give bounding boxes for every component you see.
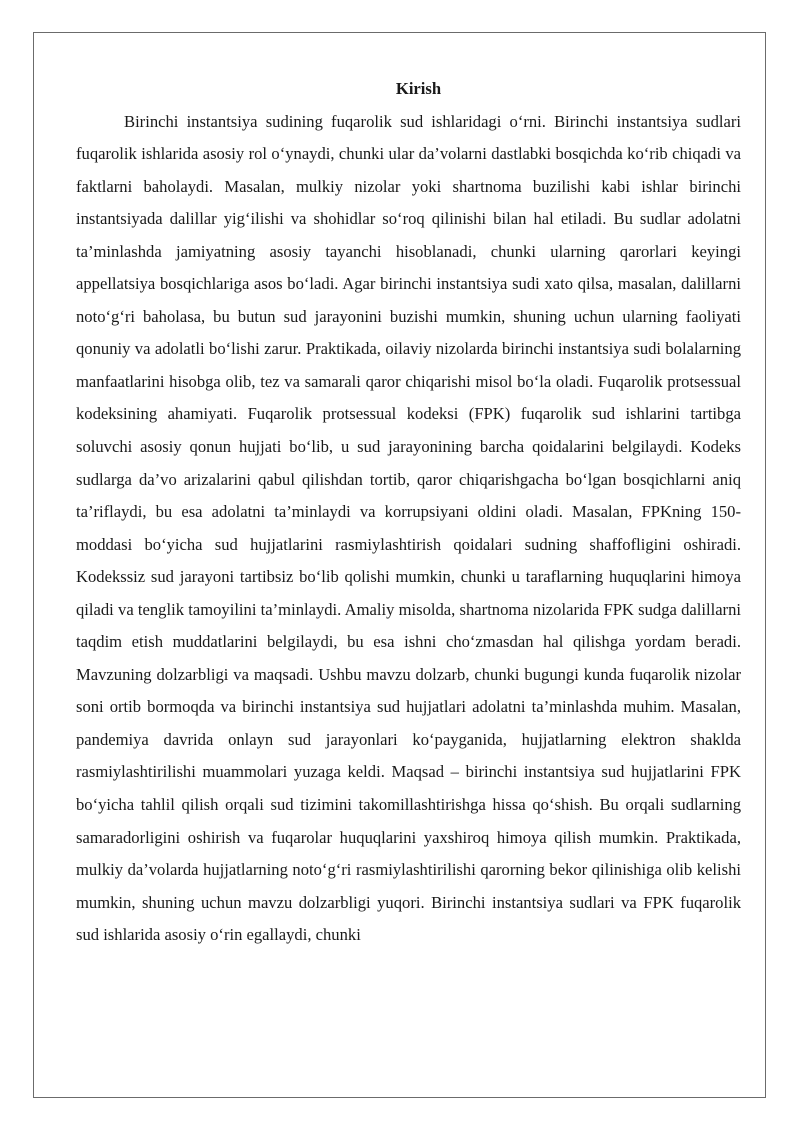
document-content: [76, 73, 741, 952]
body-paragraph: Birinchi instantsiya sudining fuqarolik sud ishlaridagi o‘rni. Birinchi instantsiya sudlari fuqarolik ishlarida asosiy rol o‘ynaydi, chunki ular da’volarni dastlabki bosqichda ko‘rib chiqadi va faktlarni baholaydi. Masalan, mulkiy nizolar yoki shartnoma buzilishi kabi ishlar birinchi instantsiyada dalillar yig‘ilishi va shohidlar so‘roq qilinishi bilan hal etiladi. Bu sudlar adolatni ta’minlashda jamiyatning asosiy tayanchi hisoblanadi, chunki ularning qarorlari keyingi appellatsiya bosqichlariga asos bo‘ladi. Agar birinchi instantsiya sudi xato qilsa, masalan, dalillarni noto‘g‘ri baholasa, bu butun sud jarayonini buzishi mumkin, shuning uchun ularning faoliyati qonuniy va adolatli bo‘lishi zarur. Praktikada, oilaviy nizolarda birinchi instantsiya sudi bolalarning manfaatlarini hisobga olib, tez va samarali qaror chiqarishi misol bo‘la oladi. Fuqarolik protsessual kodeksining ahamiyati. Fuqarolik protsessual kodeksi (FPK) fuqarolik sud ishlarini tartibga soluvchi asosiy qonun hujjati bo‘lib, u sud jarayonining barcha qoidalarini belgilaydi. Kodeks sudlarga da’vo arizalarini qabul qilishdan tortib, qaror chiqarishgacha bo‘lgan bosqichlarni aniq ta’riflaydi, bu esa adolatni ta’minlaydi va korrupsiyani oldini oladi. Masalan, FPKning 150-moddasi bo‘yicha sud hujjatlarini rasmiylashtirish qoidalari sudning shaffofligini oshiradi. Kodekssiz sud jarayoni tartibsiz bo‘lib qolishi mumkin, chunki u taraflarning huquqlarini himoya qiladi va tenglik tamoyilini ta’minlaydi. Amaliy misolda, shartnoma nizolarida FPK sudga dalillarni taqdim etish muddatlarini belgilaydi, bu esa ishni cho‘zmasdan hal qilishga yordam beradi. Mavzuning dolzarbligi va maqsadi. Ushbu mavzu dolzarb, chunki bugungi kunda fuqarolik nizolar soni ortib bormoqda va birinchi instantsiya sud hujjatlari adolatni ta’minlashda muhim. Masalan, pandemiya davrida onlayn sud jarayonlari ko‘payganida, hujjatlarning elektron shaklda rasmiylashtirilishi muammolari yuzaga keldi. Maqsad – birinchi instantsiya sud hujjatlarini FPK bo‘yicha tahlil qilish orqali sud tizimini takomillashtirishga hissa qo‘shish. Bu orqali sudlarning samaradorligini oshirish va fuqarolar huquqlarini yaxshiroq himoya qilish mumkin. Praktikada, mulkiy da’volarda hujjatlarning noto‘g‘ri rasmiylashtirilishi qarorning bekor qilinishiga olib kelishi mumkin, shuning uchun mavzu dolzarbligi yuqori. Birinchi instantsiya sudlari va FPK fuqarolik sud ishlarida asosiy o‘rin egallaydi, chunki: [76, 111, 741, 945]
section-title: Kirish: [395, 79, 442, 98]
